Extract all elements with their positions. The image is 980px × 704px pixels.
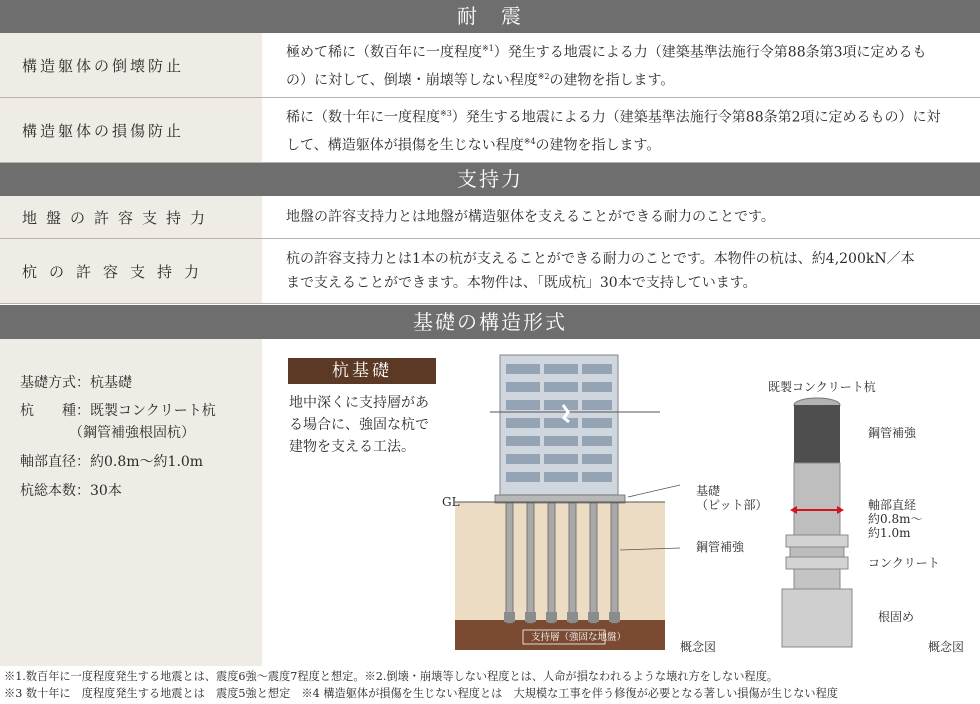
desc-text: 杭の許容支持力とは1本の杭が支えることができる耐力のことです。本物件の杭は、約4,200kN／本: [286, 251, 915, 267]
desc-text: 極めて稀に（数百年に一度程度: [286, 45, 482, 61]
row-label: 構造躯体の倒壊防止: [0, 33, 262, 97]
desc-text: 稀に（数十年に一度程度: [286, 110, 440, 126]
row-ground-bearing: [0, 196, 980, 239]
pile-foundation-tag: 杭基礎: [288, 358, 436, 384]
spec-count: 杭総本数：30本: [20, 483, 122, 499]
row-damage-prevention: [0, 98, 980, 163]
note-ref: ※1: [482, 44, 494, 54]
gl-label: GL: [442, 495, 460, 509]
footnote-1: ※1.数百年に一度程度発生する地震とは、震度6強〜震度7程度と想定。※2.倒壊・崩壊等しない程度とは、人命が損なわれるような壊れ方をしない程度。: [4, 670, 778, 683]
pile-diameter-label: 軸部直経 約0.8m〜 約1.0m: [868, 498, 923, 540]
desc-text: の建物を指します。: [549, 72, 675, 89]
desc-text: ）発生する地震による力（建築基準法施行令第88条第2項に定めるもの）に対: [451, 110, 941, 126]
spec-method: 基礎方式：杭基礎: [20, 375, 132, 391]
footnotes: [4, 668, 838, 702]
pile-koukan-label: 鋼管補強: [868, 426, 917, 440]
desc-text: まで支えることができます。本物件は、「既成杭」30本で支持しています。: [286, 275, 757, 291]
foundation-description: [289, 392, 449, 458]
concrete-band-3: [786, 557, 848, 569]
section-header-foundation: 基礎の構造形式: [0, 305, 980, 339]
note-ref: ※4: [523, 137, 536, 146]
row-pile-bearing: [0, 239, 980, 304]
leader-kiso: [628, 485, 680, 497]
row-collapse-prevention: [0, 33, 980, 98]
row-label: 構造躯体の損傷防止: [0, 98, 262, 162]
spec-pile-type: 杭 種：既製コンクリート杭: [20, 403, 216, 419]
gainen-label-2: 概念図: [928, 640, 965, 654]
section-header-seismic: 耐 震: [0, 0, 980, 33]
note-ref: ※2: [537, 72, 550, 81]
desc-line: る場合に、強固な杭で: [289, 417, 429, 433]
concrete-band-2: [790, 547, 844, 557]
desc-text: の建物を指します。: [535, 137, 661, 154]
row-description: [286, 98, 966, 162]
desc-line: 地中深くに支持層があ: [289, 395, 429, 411]
gainen-label-1: 概念図: [680, 640, 717, 654]
root-consolidation: [782, 589, 852, 647]
desc-text: の）に対して、倒壊・崩壊等しない程度: [286, 72, 538, 89]
footnote-2: ※3 数十年に 度程度発生する地震とは 震度5強と想定 ※4 構造躯体が損傷を生じない程度とは 大規模な工事を伴う修復が必要となる著しい損傷が生じない程度: [4, 687, 838, 700]
row-description: [286, 33, 966, 97]
section-header-bearing: 支持力: [0, 163, 980, 196]
kiso-label: 基礎 （ピット部）: [696, 484, 768, 512]
bearing-layer-label: 支持層（強固な地盤）: [531, 632, 627, 643]
concrete-label: コンクリート: [868, 556, 940, 570]
steel-reinforcement: [794, 405, 840, 463]
pile-detail-diagram: [780, 395, 860, 657]
desc-line: 建物を支える工法。: [289, 439, 415, 455]
desc-text: して、構造躯体が損傷を生じない程度: [286, 137, 524, 154]
row-description: 地盤の許容支持力とは地盤が構造躯体を支えることができる耐力のことです。: [286, 209, 775, 225]
spec-diameter: 軸部直径：約0.8m〜約1.0m: [20, 454, 204, 470]
pile-shaft: [794, 463, 840, 535]
row-description: [286, 239, 966, 303]
pile-lower: [794, 569, 840, 589]
row-label: 地盤の許容支持力: [0, 196, 262, 238]
pile-title: 既製コンクリート杭: [768, 380, 876, 394]
concrete-band-1: [786, 535, 848, 547]
note-ref: ※3: [440, 109, 452, 119]
foundation-spec-panel: [0, 339, 262, 666]
koukan-label: 鋼管補強: [696, 540, 745, 554]
spec-pile-type-sub: （鋼管補強根固杭）: [20, 425, 195, 441]
pile-foundation-diagram: [440, 350, 730, 660]
desc-text: ）発生する地震による力（建築基準法施行令第88条第3項に定めるも: [493, 45, 927, 61]
row-label: 杭の許容支持力: [0, 239, 262, 303]
negatame-label: 根固め: [878, 610, 915, 624]
